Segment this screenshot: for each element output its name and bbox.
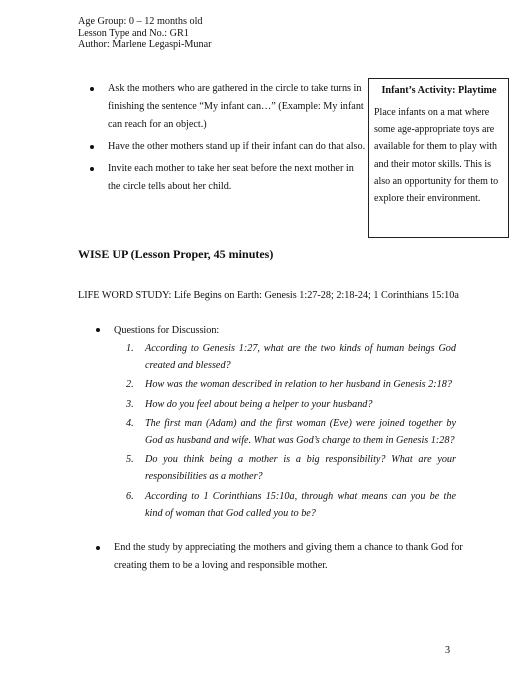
questions-bullet <box>92 322 502 339</box>
question-text: How was the woman described in relation to her husband in Genesis 2:18? <box>145 379 452 391</box>
questions-label: Questions for Discussion: <box>114 325 220 336</box>
question-item <box>126 396 456 413</box>
list-item-text: End the study by appreciating the mothers and giving them a chance to thank God for creating them to be a loving and responsible mother. <box>114 542 463 571</box>
bullet-icon <box>96 328 100 332</box>
question-item <box>126 488 456 522</box>
list-item <box>92 322 502 339</box>
question-number: 6. <box>126 490 134 502</box>
intro-bullet-list <box>86 80 366 196</box>
list-item <box>92 539 472 575</box>
bullet-icon <box>90 87 94 91</box>
question-text: How do you feel about being a helper to your husband? <box>145 398 373 410</box>
question-number: 2. <box>126 379 134 391</box>
page-number: 3 <box>445 645 451 656</box>
question-number: 3. <box>126 398 134 410</box>
infobox-title: Infant’s Activity: Playtime <box>381 85 497 96</box>
list-item <box>86 138 366 156</box>
question-text: According to 1 Corinthians 15:10a, through what means can you be the kind of woman that God called you to be? <box>145 490 456 519</box>
question-item <box>126 415 456 449</box>
lesson-type: Lesson Type and No.: GR1 <box>78 27 189 39</box>
list-item-text: Ask the mothers who are gathered in the circle to take turns in finishing the sentence “My infant can…” (Example: My infant can reach for an object.) <box>108 83 364 130</box>
question-item <box>126 340 456 374</box>
question-text: According to Genesis 1:27, what are the two kinds of human beings God created and blessed? <box>145 343 456 372</box>
author: Author: Marlene Legaspi-Munar <box>78 39 212 51</box>
infant-activity-box <box>368 78 509 238</box>
list-item <box>86 80 366 134</box>
list-item <box>86 160 366 196</box>
question-number: 1. <box>126 343 134 354</box>
question-text: The first man (Adam) and the first woman (Eve) were joined together by God as husband and wife. What was God’s charge to them in Genesis 1:28? <box>145 417 456 447</box>
list-item-text: Invite each mother to take her seat before the next mother in the circle tells about her child. <box>108 163 354 192</box>
question-list <box>126 340 456 522</box>
bullet-icon <box>96 546 100 550</box>
age-group: Age Group: 0 – 12 months old <box>78 16 203 27</box>
question-item <box>126 451 456 485</box>
infobox-body: Place infants on a mat where some age-appropriate toys are available for them to play with and their motor skills. This is also an opportunity for them to explore their environment. <box>374 107 499 205</box>
list-item-text: Have the other mothers stand up if their infant can do that also. <box>108 141 366 152</box>
question-text: Do you think being a mother is a big responsibility? What are your responsibilities as a mother? <box>145 454 456 483</box>
question-number: 5. <box>126 454 134 466</box>
bullet-icon <box>90 145 94 149</box>
bullet-icon <box>90 167 94 171</box>
question-item <box>126 376 456 393</box>
lesson-header <box>78 16 212 51</box>
closing-bullet <box>92 539 472 575</box>
question-number: 4. <box>126 417 134 429</box>
section-heading: WISE UP (Lesson Proper, 45 minutes) <box>78 247 274 261</box>
life-word-study: LIFE WORD STUDY: Life Begins on Earth: Genesis 1:27-28; 2:18-24; 1 Corinthians 15:10a <box>78 290 459 301</box>
